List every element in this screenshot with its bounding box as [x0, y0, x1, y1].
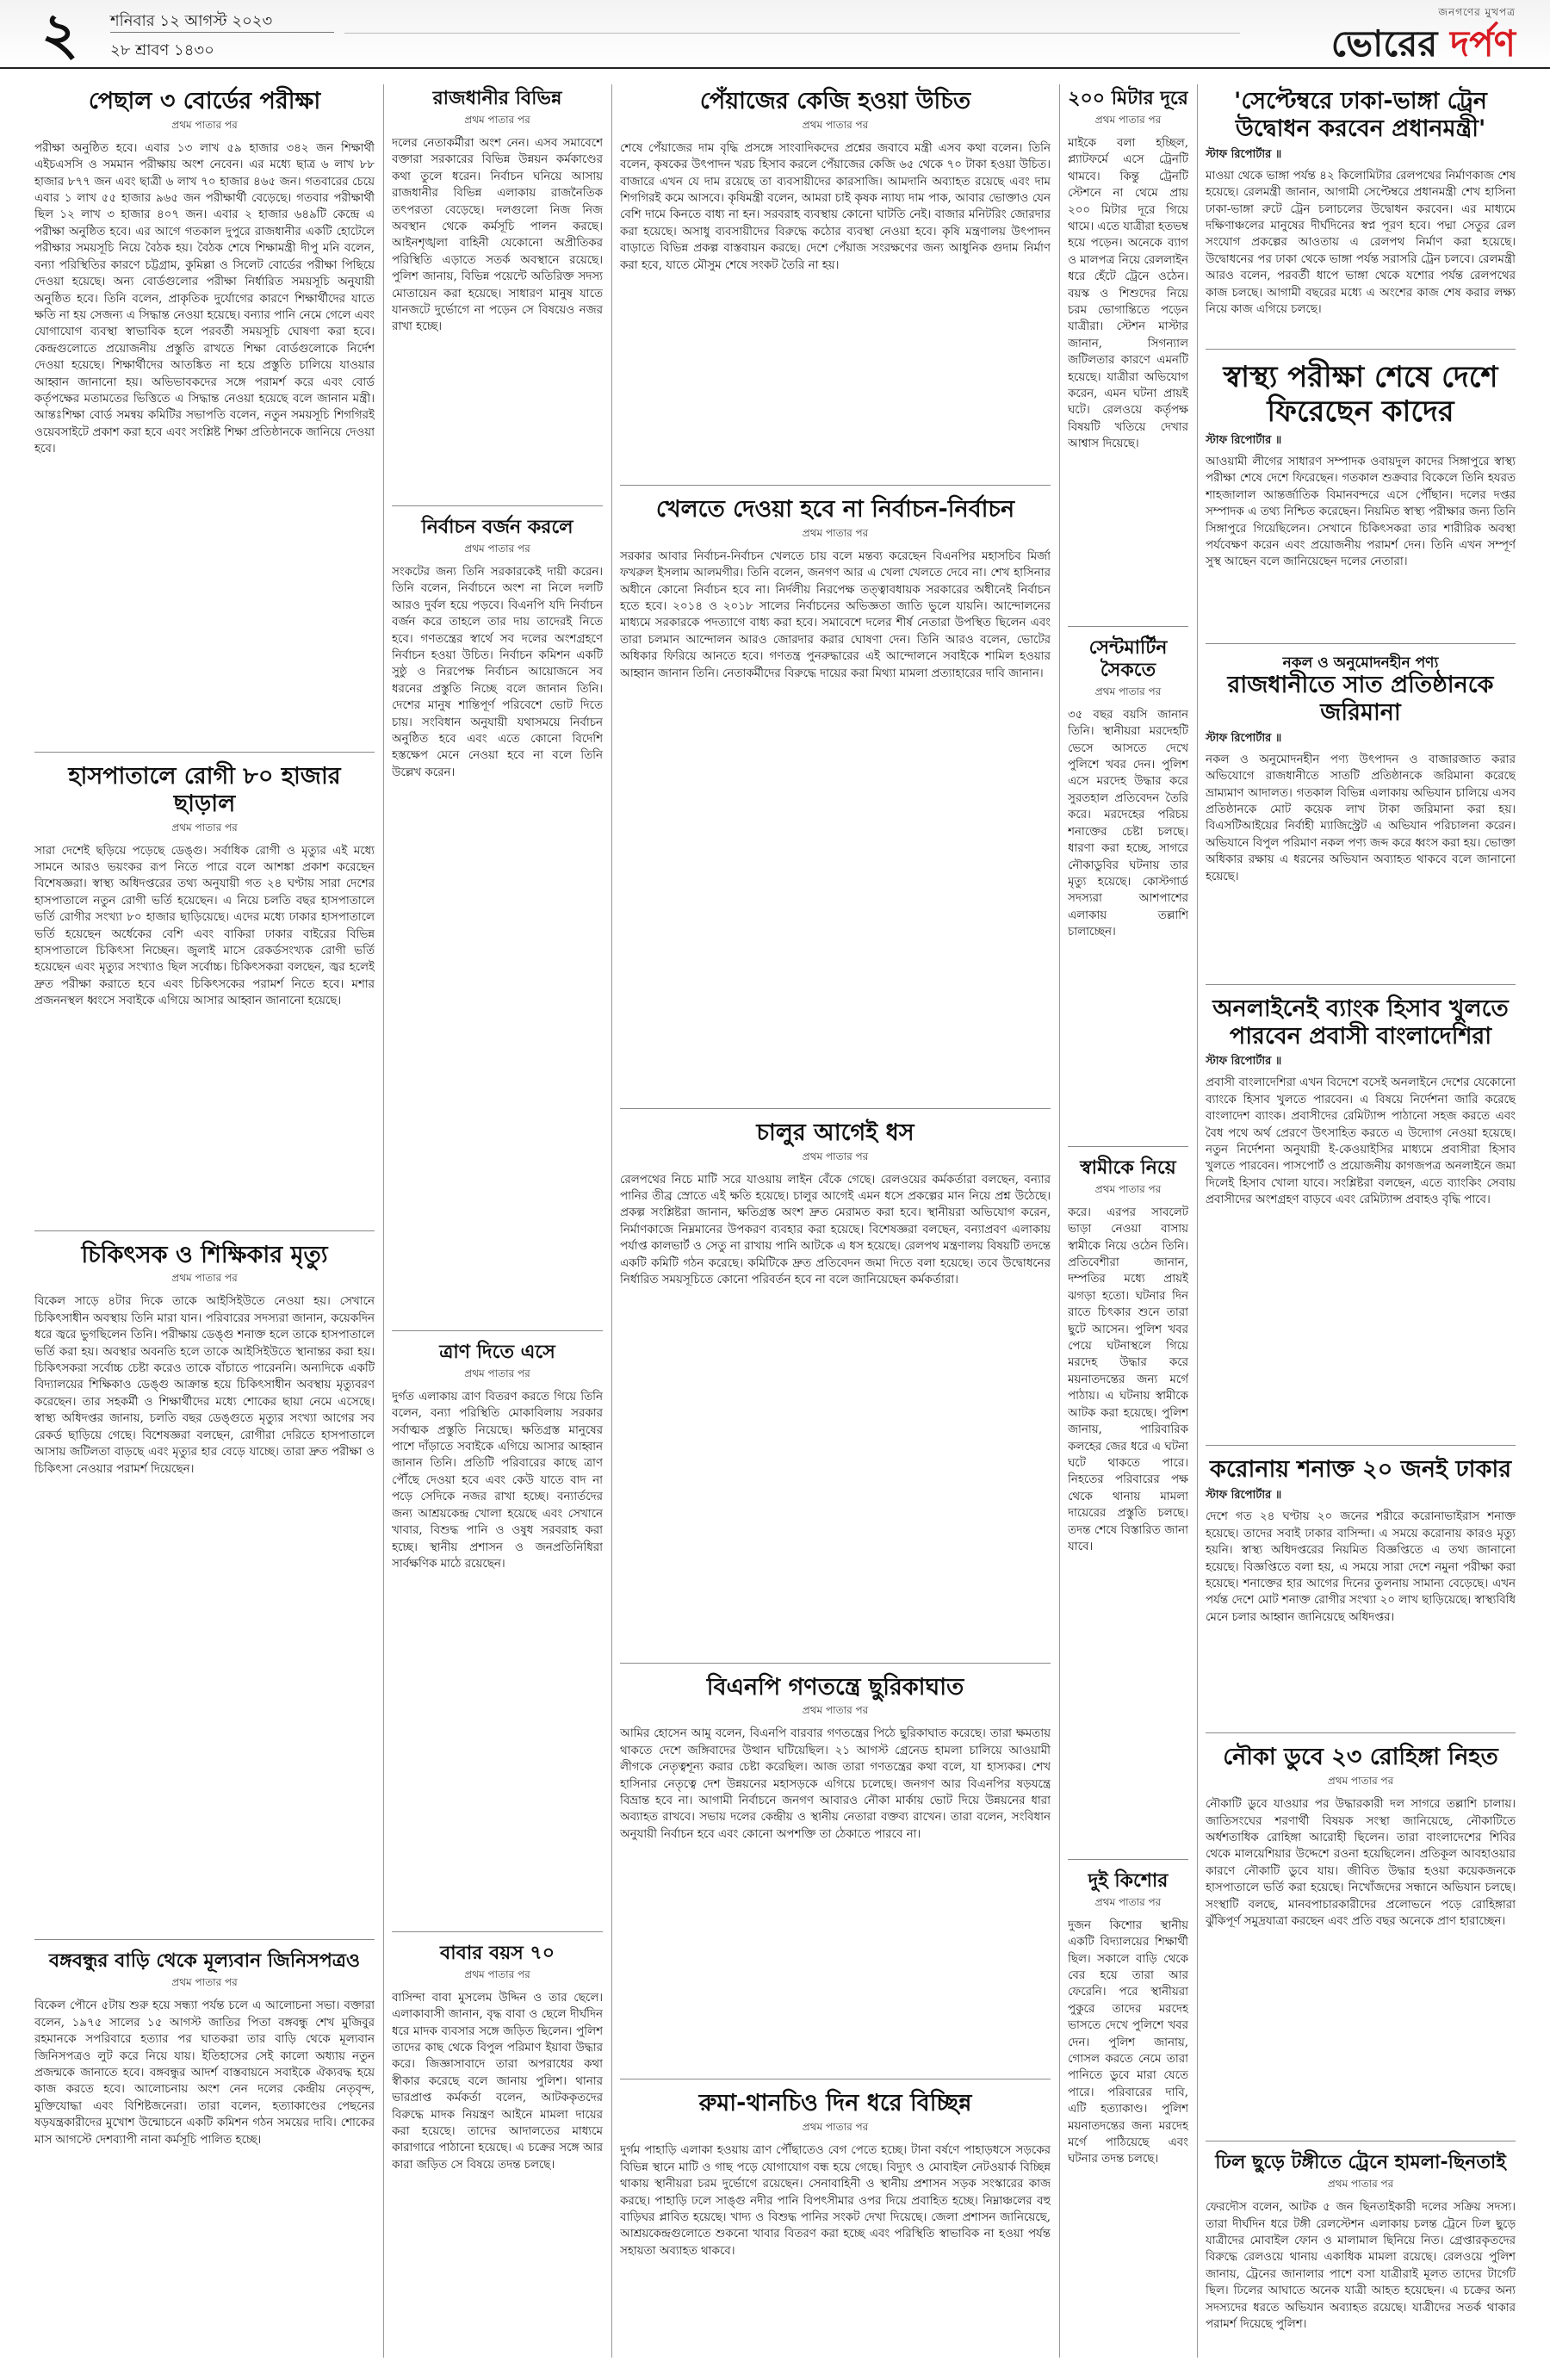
continuation-label: প্রথম পাতার পর — [171, 118, 238, 131]
story-rice — [620, 1116, 1051, 1664]
story-body: নকল ও অনুমোদনহীন পণ্য উৎপাদন ও বাজারজাত করার অভিযোগে রাজধানীতে সাতটি প্রতিষ্ঠানকে জরিমানা করেছে ভ্রাম্যমাণ আদালত। গতকাল বিভিন্ন এলাকায় অভিযান চালিয়ে এসব প্রতিষ্ঠানকে মোট কয়েক লাখ টাকা জরিমানা করা হয়। বিএসটিআইয়ের নির্বাহী ম্যাজিস্ট্রেট এ অভিযান পরিচালনা করেন। অভিযানে বিপুল পরিমাণ নকল পণ্য জব্দ করে ধ্বংস করা হয়। ভোক্তা অধিকার রক্ষায় এ ধরনের অভিযান অব্যাহত থাকবে বলে জানানো হয়েছে। — [1206, 753, 1516, 883]
headline[interactable]: ঢিল ছুড়ে টঙ্গীতে ট্রেনে হামলা-ছিনতাই — [1215, 2152, 1506, 2174]
story-body: দলের নেতাকর্মীরা অংশ নেন। এসব সমাবেশে বক্তারা সরকারের বিভিন্ন উন্নয়ন কর্মকাণ্ডের কথা তুলে ধরেন। নির্বাচন ঘনিয়ে আসায় রাজধানীর বিভিন্ন এলাকায় রাজনৈতিক তৎপরতা বেড়েছে। দলগুলো নিজ নিজ অবস্থান থেকে কর্মসূচি পালন করছে। আইনশৃঙ্খলা বাহিনী যেকোনো অপ্রীতিকর পরিস্থিতি এড়াতে সতর্ক অবস্থানে রয়েছে। পুলিশ জানায়, বিভিন্ন পয়েন্টে অতিরিক্ত সদস্য মোতায়েন করা হয়েছে। সাধারণ মানুষ যাতে যানজটে দুর্ভোগে না পড়েন সে বিষয়েও নজর রাখা হচ্ছে। — [392, 136, 603, 334]
continuation-label: প্রথম পাতার পর — [464, 542, 530, 555]
story-body: আমির হোসেন আমু বলেন, বিএনপি বারবার গণতন্ত্রের পিঠে ছুরিকাঘাত করেছে। তারা ক্ষমতায় থাকতে দেশে জঙ্গিবাদের উত্থান ঘটিয়েছিল। ২১ আগস্ট গ্রেনেড হামলা চালিয়ে আওয়ামী লীগকে নেতৃত্বশূন্য করার চেষ্টা করেছিল। আজ তারা গণতন্ত্রের কথা বলে, যা হাস্যকর। শেখ হাসিনার নেতৃত্বে দেশ উন্নয়নের মহাসড়কে এগিয়ে চলেছে। জনগণ আর বিএনপির ষড়যন্ত্রে বিভ্রান্ত হবে না। আগামী নির্বাচনে জনগণ আবারও নৌকা মার্কায় ভোট দিয়ে উন্নয়নের ধারা অব্যাহত রাখবে। সভায় দলের কেন্দ্রীয় ও স্থানীয় নেতারা বক্তব্য রাখেন। তারা বলেন, সংবিধান অনুযায়ী নির্বাচন হবে এবং কোনো অপশক্তি তা ঠেকাতে পারবে না। — [620, 1727, 1051, 1841]
headline[interactable]: সেন্টমার্টিন সৈকতে — [1088, 636, 1168, 681]
continuation-label: প্রথম পাতার পর — [171, 821, 238, 834]
byline: স্টাফ রিপোর্টার ॥ — [1206, 731, 1282, 745]
story-ruma — [620, 2086, 1051, 2358]
column-divider — [1197, 84, 1198, 2358]
story-body: ফেরদৌস বলেন, আটক ৫ জন ছিনতাইকারী দলের সক্রিয় সদস্য। তারা দীর্ঘদিন ধরে টঙ্গী রেলস্টেশন এলাকায় চলন্ত ট্রেনে ঢিল ছুড়ে যাত্রীদের মোবাইল ফোন ও মালামাল ছিনিয়ে নিত। গ্রেপ্তারকৃতদের বিরুদ্ধে রেলওয়ে থানায় একাধিক মামলা রয়েছে। রেলওয়ে পুলিশ জানায়, ট্রেনের জানালার পাশে বসা যাত্রীরাই মূলত তাদের টার্গেট ছিল। ঢিলের আঘাতে অনেক যাত্রী আহত হয়েছেন। এ চক্রের অন্য সদস্যদের ধরতে অভিযান অব্যাহত রয়েছে। যাত্রীদের সতর্ক থাকার পরামর্শ দিয়েছে পুলিশ। — [1206, 2201, 1516, 2331]
story-corona — [1206, 1453, 1516, 1733]
story-boat — [1206, 1740, 1516, 2141]
headline[interactable]: রুমা-থানচিও দিন ধরে বিচ্ছিন্ন — [698, 2090, 972, 2117]
story-exam — [34, 84, 375, 753]
story-body: রেলপথের নিচে মাটি সরে যাওয়ায় লাইন বেঁকে গেছে। রেলওয়ের কর্মকর্তারা বলছেন, বন্যার পানির তীব্র স্রোতে এই ক্ষতি হয়েছে। চালুর আগেই এমন ধসে প্রকল্পের মান নিয়ে প্রশ্ন উঠেছে। প্রকল্প সংশ্লিষ্টরা জানান, ক্ষতিগ্রস্ত অংশ দ্রুত মেরামত করা হবে। স্থানীয়রা অভিযোগ করেন, নির্মাণকাজে নিম্নমানের উপকরণ ব্যবহার করা হয়েছে। বিশেষজ্ঞরা বলছেন, বন্যাপ্রবণ এলাকায় পর্যাপ্ত কালভার্ট ও সেতু না রাখায় পানি আটকে এ ধস হয়েছে। রেলপথ মন্ত্রণালয় বিষয়টি তদন্তে একটি কমিটি গঠন করেছে। কমিটিকে দ্রুত প্রতিবেদন জমা দিতে বলা হয়েছে। তবে উদ্বোধনের নির্ধারিত সময়সূচিতে কোনো পরিবর্তন হবে না বলে জানিয়েছেন কর্মকর্তারা। — [620, 1173, 1051, 1287]
headline[interactable]: পেছাল ৩ বোর্ডের পরীক্ষা — [88, 88, 321, 115]
story-father — [392, 1939, 603, 2358]
logo-text — [1257, 22, 1516, 65]
continuation-label: প্রথম পাতার পর — [1327, 1775, 1394, 1788]
story-martin — [1068, 634, 1188, 1147]
story-meters — [1068, 84, 1188, 627]
story-body: দেশে গত ২৪ ঘণ্টায় ২০ জনের শরীরে করোনাভাইরাস শনাক্ত হয়েছে। তাদের সবাই ঢাকার বাসিন্দা। এ সময়ে করোনায় কারও মৃত্যু হয়নি। স্বাস্থ্য অধিদপ্তরের নিয়মিত বিজ্ঞপ্তিতে এ তথ্য জানানো হয়েছে। বিজ্ঞপ্তিতে বলা হয়, এ সময়ে সারা দেশে নমুনা পরীক্ষা করা হয়েছে। শনাক্তের হার আগের দিনের তুলনায় সামান্য বেড়েছে। এখন পর্যন্ত দেশে মোট শনাক্ত রোগীর সংখ্যা ২০ লাখ ছাড়িয়েছে। স্বাস্থ্যবিধি মেনে চলার আহ্বান জানিয়েছে অধিদপ্তর। — [1206, 1510, 1516, 1624]
story-body: করে। এরপর সাবলেট ভাড়া নেওয়া বাসায় স্বামীকে নিয়ে ওঠেন তিনি। প্রতিবেশীরা জানান, দম্পতির মধ্যে প্রায়ই ঝগড়া হতো। ঘটনার দিন রাতে চিৎকার শুনে তারা ছুটে আসেন। পুলিশ খবর পেয়ে ঘটনাস্থলে গিয়ে মরদেহ উদ্ধার করে ময়নাতদন্তের জন্য মর্গে পাঠায়। এ ঘটনায় স্বামীকে আটক করা হয়েছে। পুলিশ জানায়, পারিবারিক কলহের জের ধরে এ ঘটনা ঘটে থাকতে পারে। নিহতের পরিবারের পক্ষ থেকে থানায় মামলা দায়েরের প্রস্তুতি চলছে। তদন্ত শেষে বিস্তারিত জানা যাবে। — [1068, 1205, 1188, 1553]
header-rule — [344, 33, 1240, 34]
column-divider — [611, 84, 612, 2358]
story-body: ৩৫ বছর বয়সি জানান তিনি। স্থানীয়রা মরদেহটি ভেসে আসতে দেখে পুলিশে খবর দেন। পুলিশ এসে মরদেহ উদ্ধার করে সুরতহাল প্রতিবেদন তৈরি করে। মরদেহের পরিচয় শনাক্তের চেষ্টা চলছে। ধারণা করা হচ্ছে, সাগরে নৌকাডুবির ঘটনায় তার মৃত্যু হয়েছে। কোস্টগার্ড সদস্যরা আশপাশের এলাকায় তল্লাশি চালাচ্ছেন। — [1068, 708, 1188, 939]
headline[interactable]: চালুর আগেই ধস — [756, 1119, 914, 1146]
continuation-label: প্রথম পাতার পর — [464, 1367, 530, 1379]
column-4 — [1068, 84, 1188, 2358]
headline[interactable]: খেলতে দেওয়া হবে না নির্বাচন-নির্বাচন — [655, 495, 1015, 523]
story-body: মাওয়া থেকে ভাঙ্গা পর্যন্ত ৪২ কিলোমিটার রেলপথের নির্মাণকাজ শেষ হয়েছে। রেলমন্ত্রী জানান, আগামী সেপ্টেম্বরে প্রধানমন্ত্রী শেখ হাসিনা ঢাকা-ভাঙ্গা রুটে ট্রেন চলাচলের উদ্বোধন করবেন। এর মাধ্যমে দক্ষিণাঞ্চলের মানুষের দীর্ঘদিনের স্বপ্ন পূরণ হবে। পদ্মা সেতুর রেল সংযোগ প্রকল্পের আওতায় এ রেলপথ নির্মাণ করা হয়েছে। উদ্বোধনের পর ঢাকা থেকে ভাঙ্গা পর্যন্ত সরাসরি ট্রেন চলবে। রেলমন্ত্রী আরও বলেন, পরবর্তী ধাপে ভাঙ্গা থেকে যশোর পর্যন্ত রেলপথের কাজ চলছে। আগামী বছরের মধ্যে এ অংশের কাজ শেষ করার লক্ষ্য নিয়ে কাজ এগিয়ে চলছে। — [1206, 169, 1516, 316]
continuation-label: প্রথম পাতার পর — [802, 1150, 869, 1162]
column-5 — [1206, 84, 1516, 2358]
continuation-label: প্রথম পাতার পর — [171, 1272, 238, 1285]
story-metro — [1206, 84, 1516, 350]
date-gregorian: শনিবার ১২ আগস্ট ২০২৩ — [110, 12, 273, 30]
headline[interactable]: করোনায় শনাক্ত ২০ জনই ঢাকার — [1209, 1456, 1512, 1484]
story-body: সংকটের জন্য তিনি সরকারকেই দায়ী করেন। তিনি বলেন, নির্বাচনে অংশ না নিলে দলটি আরও দুর্বল হয়ে পড়বে। বিএনপি যদি নির্বাচন বর্জন করে তাহলে তার দায় তাদেরই নিতে হবে। গণতন্ত্রের স্বার্থে সব দলের অংশগ্রহণে নির্বাচন হওয়া উচিত। নির্বাচন কমিশন একটি সুষ্ঠু ও নিরপেক্ষ নির্বাচন আয়োজনে সব ধরনের প্রস্তুতি নিচ্ছে বলে জানান তিনি। দেশের মানুষ শান্তিপূর্ণ পরিবেশে ভোট দিতে চায়। সংবিধান অনুযায়ী যথাসময়ে নির্বাচন অনুষ্ঠিত হবে এবং এতে কোনো বিদেশি হস্তক্ষেপ মেনে নেওয়া হবে না বলে তিনি উল্লেখ করেন। — [392, 565, 603, 779]
continuation-label: প্রথম পাতার পর — [464, 113, 530, 126]
story-body: মাইকে বলা হচ্ছিল, প্ল্যাটফর্মে এসে ট্রেনটি থামবে। কিন্তু ট্রেনটি স্টেশনে না থেমে প্রায় ২০০ মিটার দূরে গিয়ে থামে। এতে যাত্রীরা হতভম্ব হয়ে পড়েন। অনেকে ব্যাগ ও মালপত্র নিয়ে রেললাইন ধরে হেঁটে ট্রেনে ওঠেন। বয়স্ক ও শিশুদের নিয়ে চরম ভোগান্তিতে পড়েন যাত্রীরা। স্টেশন মাস্টার জানান, সিগন্যাল জটিলতার কারণে এমনটি হয়েছে। যাত্রীরা অভিযোগ করেন, এমন ঘটনা প্রায়ই ঘটে। রেলওয়ে কর্তৃপক্ষ বিষয়টি খতিয়ে দেখার আশ্বাস দিয়েছে। — [1068, 136, 1188, 451]
headline[interactable]: রাজধানীতে সাত প্রতিষ্ঠানকে জরিমানা — [1227, 671, 1494, 726]
story-body: আওয়ামী লীগের সাধারণ সম্পাদক ওবায়দুল কাদের সিঙ্গাপুরে স্বাস্থ্য পরীক্ষা শেষে দেশে ফিরেছেন। গতকাল শুক্রবার বিকেলে তিনি হযরত শাহজালাল আন্তর্জাতিক বিমানবন্দরে এসে পৌঁছান। দলের দপ্তর সম্পাদক এ তথ্য নিশ্চিত করেছেন। নিয়মিত স্বাস্থ্য পরীক্ষার জন্য তিনি সিঙ্গাপুরে গিয়েছিলেন। সেখানে চিকিৎসকরা তার শারীরিক অবস্থা পর্যবেক্ষণ করেন এবং প্রয়োজনীয় পরামর্শ দেন। তিনি এখন সম্পূর্ণ সুস্থ আছেন বলে জানিয়েছেন দলের নেতারা। — [1206, 455, 1516, 569]
story-bank — [1206, 992, 1516, 1447]
continuation-label: প্রথম পাতার পর — [1327, 2178, 1394, 2191]
headline[interactable]: অনলাইনেই ব্যাংক হিসাব খুলতে পারবেন প্রবাসী বাংলাদেশিরা — [1212, 995, 1509, 1050]
headline[interactable]: স্বাস্থ্য পরীক্ষা শেষে দেশে ফিরেছেন কাদের — [1223, 359, 1498, 429]
page-body — [34, 84, 1516, 2358]
continuation-label: প্রথম পাতার পর — [1094, 113, 1162, 126]
column-3 — [620, 84, 1051, 2358]
headline[interactable]: রাজধানীর বিভিন্ন — [432, 88, 562, 109]
newspaper-logo[interactable] — [1257, 5, 1516, 64]
column-divider — [383, 84, 384, 2358]
column-2 — [392, 84, 603, 2358]
story-body: দুর্গত এলাকায় ত্রাণ বিতরণ করতে গিয়ে তিনি বলেন, বন্যা পরিস্থিতি মোকাবিলায় সরকার সর্বাত্মক প্রস্তুতি নিয়েছে। ক্ষতিগ্রস্ত মানুষের পাশে দাঁড়াতে সবাইকে এগিয়ে আসার আহ্বান জানান তিনি। প্রতিটি পরিবারের কাছে ত্রাণ পৌঁছে দেওয়া হবে এবং কেউ যাতে বাদ না পড়ে সেদিকে নজর রাখা হচ্ছে। বন্যার্তদের জন্য আশ্রয়কেন্দ্র খোলা হয়েছে এবং সেখানে খাবার, বিশুদ্ধ পানি ও ওষুধ সরবরাহ করা হচ্ছে। স্থানীয় প্রশাসন ও জনপ্রতিনিধিরা সার্বক্ষণিক মাঠে রয়েছেন। — [392, 1390, 603, 1571]
story-teens — [1068, 1867, 1188, 2358]
logo-tagline: জনগণের মুখপত্র — [1438, 6, 1516, 18]
story-hospital — [34, 759, 375, 1231]
date-bengali: ২৮ শ্রাবণ ১৪৩০ — [110, 41, 214, 59]
headline[interactable]: বিএনপি গণতন্ত্রে ছুরিকাঘাত — [706, 1673, 964, 1701]
headline[interactable]: ত্রাণ দিতে এসে — [439, 1341, 555, 1363]
story-body: দুজন কিশোর স্থানীয় একটি বিদ্যালয়ের শিক্ষার্থী ছিল। সকালে বাড়ি থেকে বের হয়ে তারা আর ফেরেনি। পরে স্থানীয়রা পুকুরে তাদের মরদেহ ভাসতে দেখে পুলিশে খবর দেন। পুলিশ জানায়, গোসল করতে নেমে তারা পানিতে ডুবে মারা যেতে পারে। পরিবারের দাবি, এটি হত্যাকাণ্ড। পুলিশ ময়নাতদন্তের জন্য মরদেহ মর্গে পাঠিয়েছে এবং ঘটনার তদন্ত চলছে। — [1068, 1918, 1188, 2166]
story-play — [620, 493, 1051, 1109]
logo-part-2: দর্পণ — [1437, 22, 1516, 65]
story-fine — [1206, 651, 1516, 985]
continuation-label: প্রথম পাতার পর — [464, 1968, 530, 1980]
headline[interactable]: চিকিৎসক ও শিক্ষিকার মৃত্যু — [81, 1241, 328, 1268]
story-body: পরীক্ষা অনুষ্ঠিত হবে। এবার ১৩ লাখ ৫৯ হাজার ৩৪২ জন শিক্ষার্থী এইচএসসি ও সমমান পরীক্ষায় অংশ নেবেন। এর মধ্যে ছাত্র ৬ লাখ ৮৮ হাজার ৮৭৭ জন এবং ছাত্রী ৬ লাখ ৭০ হাজার ৪৬৫ জন। গতবারের চেয়ে এবার ১ লাখ ৫৫ হাজার ৯৬৫ জন পরীক্ষার্থী বেড়েছে। গতবার পরীক্ষার্থী ছিল ১২ লাখ ৩ হাজার ৪০৭ জন। এবার ২ হাজার ৬৪৯টি কেন্দ্রে এ পরীক্ষা অনুষ্ঠিত হবে। এর আগে গতকাল দুপুরে রাজধানীর একটি হোটেলে পরীক্ষার সময়সূচি নিয়ে বৈঠক হয়। বৈঠক শেষে শিক্ষামন্ত্রী দীপু মনি বলেন, বন্যা পরিস্থিতির কারণে চট্টগ্রাম, কুমিল্লা ও সিলেট বোর্ডের পরীক্ষা পিছিয়ে দেওয়া হয়েছে। অন্য বোর্ডগুলোর পরীক্ষা নির্ধারিত সময়সূচি অনুযায়ী অনুষ্ঠিত হবে। তিনি বলেন, প্রাকৃতিক দুর্যোগের কারণে শিক্ষার্থীদের যাতে ক্ষতি না হয় সেজন্য এ সিদ্ধান্ত নেওয়া হয়েছে। বন্যার পানি নেমে গেলে এবং যোগাযোগ ব্যবস্থা স্বাভাবিক হলে পরবর্তী সময়সূচি ঘোষণা করা হবে। কেন্দ্রগুলোতে প্রয়োজনীয় প্রস্তুতি রাখতে শিক্ষা বোর্ডগুলোকে নির্দেশ দেওয়া হয়েছে। শিক্ষার্থীদের আতঙ্কিত না হয়ে প্রস্তুতি চালিয়ে যাওয়ার আহ্বান জানানো হয়। অভিভাবকদের সঙ্গে পরামর্শ করে এবং বোর্ড কর্তৃপক্ষের মতামতের ভিত্তিতে এ সিদ্ধান্ত নেওয়া হয়েছে বলে জানান মন্ত্রী। আন্তঃশিক্ষা বোর্ড সমন্বয় কমিটির সভাপতি বলেন, নতুন সময়সূচি শিগগিরই ওয়েবসাইটে প্রকাশ করা হবে এবং সংশ্লিষ্ট শিক্ষা প্রতিষ্ঠানকে জানিয়ে দেওয়া হবে। — [34, 141, 375, 456]
headline[interactable]: নির্বাচন বর্জন করলে — [421, 516, 574, 538]
headline[interactable]: দুই কিশোর — [1088, 1869, 1169, 1892]
byline: স্টাফ রিপোর্টার ॥ — [1206, 1055, 1282, 1069]
story-capital — [392, 84, 603, 506]
continuation-label: প্রথম পাতার পর — [802, 2121, 869, 2134]
masthead — [0, 0, 1550, 74]
story-train — [1206, 2148, 1516, 2358]
column-divider — [1059, 84, 1060, 2358]
headline[interactable]: নৌকা ডুবে ২৩ রোহিঙ্গা নিহত — [1223, 1744, 1498, 1771]
headline[interactable]: বঙ্গবন্ধুর বাড়ি থেকে মূল্যবান জিনিসপত্রও — [48, 1950, 361, 1973]
story-relief — [392, 1338, 603, 1932]
headline[interactable]: বাবার বয়স ৭০ — [439, 1942, 555, 1964]
kicker-label: নকল ও অনুমোদনহীন পণ্য — [1282, 654, 1439, 672]
story-body: নৌকাটি ডুবে যাওয়ার পর উদ্ধারকারী দল সাগরে তল্লাশি চালায়। জাতিসংঘের শরণার্থী বিষয়ক সংস্থা জানিয়েছে, নৌকাটিতে অর্ধশতাধিক রোহিঙ্গা আরোহী ছিলেন। তারা বাংলাদেশের শিবির থেকে মালয়েশিয়ার উদ্দেশে রওনা হয়েছিলেন। প্রতিকূল আবহাওয়ার কারণে নৌকাটি ডুবে যায়। জীবিত উদ্ধার হওয়া কয়েকজনকে হাসপাতালে ভর্তি করা হয়েছে। নিখোঁজদের সন্ধানে অভিযান চলছে। সংস্থাটি বলছে, মানবপাচারকারীদের প্রলোভনে পড়ে রোহিঙ্গারা ঝুঁকিপূর্ণ সমুদ্রযাত্রা করছেন এবং প্রতি বছর অনেকে প্রাণ হারাচ্ছেন। — [1206, 1798, 1516, 1928]
headline[interactable]: হাসপাতালে রোগী ৮০ হাজার ছাড়াল — [68, 762, 341, 817]
headline[interactable]: ২০০ মিটার দূরে — [1068, 88, 1188, 109]
story-onion — [620, 84, 1051, 486]
column-1 — [34, 84, 375, 2358]
continuation-label: প্রথম পাতার পর — [802, 1704, 869, 1717]
story-body: দুর্গম পাহাড়ি এলাকা হওয়ায় ত্রাণ পৌঁছাতেও বেগ পেতে হচ্ছে। টানা বর্ষণে পাহাড়ধসে সড়কের বিভিন্ন স্থানে মাটি ও গাছ পড়ে যোগাযোগ বন্ধ হয়ে গেছে। বিদ্যুৎ ও মোবাইল নেটওয়ার্ক বিচ্ছিন্ন থাকায় স্থানীয়রা চরম দুর্ভোগে রয়েছেন। সেনাবাহিনী ও স্থানীয় প্রশাসন সড়ক সংস্কারের কাজ করছে। পাহাড়ি ঢলে সাঙ্গু নদীর পানি বিপৎসীমার ওপর দিয়ে প্রবাহিত হচ্ছে। নিম্নাঞ্চলের বহু বাড়িঘর প্লাবিত হয়েছে। খাদ্য ও বিশুদ্ধ পানির সংকট দেখা দিয়েছে। জেলা প্রশাসন জানিয়েছে, আশ্রয়কেন্দ্রগুলোতে শুকনো খাবার বিতরণ করা হচ্ছে এবং পরিস্থিতি স্বাভাবিক না হওয়া পর্যন্ত সহায়তা অব্যাহত থাকবে। — [620, 2144, 1051, 2258]
story-body: শেষে পেঁয়াজের দাম বৃদ্ধি প্রসঙ্গে সাংবাদিকদের প্রশ্নের জবাবে মন্ত্রী এসব কথা বলেন। তিনি বলেন, কৃষকের উৎপাদন খরচ হিসাব করলে পেঁয়াজের কেজি ৬৫ থেকে ৭০ টাকা হওয়া উচিত। বাজারে এখন যে দাম রয়েছে তা ব্যবসায়ীদের কারসাজি। আমদানি অব্যাহত রয়েছে এবং দাম শিগগিরই কমে আসবে। কৃষিমন্ত্রী বলেন, আমরা চাই কৃষক ন্যায্য দাম পাক, আবার ভোক্তাও যেন বেশি দামে কিনতে বাধ্য না হন। সরবরাহ ব্যবস্থায় কোনো ঘাটতি নেই। বাজার মনিটরিং জোরদার করা হয়েছে। অসাধু ব্যবসায়ীদের বিরুদ্ধে কঠোর ব্যবস্থা নেওয়া হবে। কৃষি মন্ত্রণালয় উৎপাদন বাড়াতে বিভিন্ন প্রকল্প বাস্তবায়ন করছে। দেশে পেঁয়াজ সংরক্ষণের জন্য আধুনিক গুদাম নির্মাণ করা হবে, যাতে মৌসুম শেষে সংকট তৈরি না হয়। — [620, 141, 1051, 272]
story-bangabandhu — [34, 1947, 375, 2358]
headline[interactable]: স্বামীকে নিয়ে — [1080, 1156, 1176, 1179]
continuation-label: প্রথম পাতার পর — [1094, 1895, 1162, 1908]
headline[interactable]: 'সেপ্টেম্বরে ঢাকা-ভাঙ্গা ট্রেন উদ্বোধন করবেন প্রধানমন্ত্রী' — [1234, 88, 1487, 142]
continuation-label: প্রথম পাতার পর — [802, 118, 869, 131]
story-husband — [1068, 1154, 1188, 1860]
continuation-label: প্রথম পাতার পর — [802, 526, 869, 539]
date-separator — [110, 32, 334, 33]
story-health — [1206, 356, 1516, 644]
story-body: সরকার আবার নির্বাচন-নির্বাচন খেলতে চায় বলে মন্তব্য করেছেন বিএনপির মহাসচিব মির্জা ফখরুল ইসলাম আলমগীর। তিনি বলেন, জনগণ আর এ খেলা খেলতে দেবে না। শেখ হাসিনার অধীনে কোনো নির্বাচন হবে না। নির্দলীয় নিরপেক্ষ তত্ত্বাবধায়ক সরকারের অধীনেই নির্বাচন হতে হবে। ২০১৪ ও ২০১৮ সালের নির্বাচনের অভিজ্ঞতা জাতি ভুলে যায়নি। আন্দোলনের মাধ্যমে সরকারকে পদত্যাগে বাধ্য করা হবে। সমাবেশে দলের শীর্ষ নেতারা উপস্থিত ছিলেন এবং তারা চলমান আন্দোলন আরও জোরদার করার ঘোষণা দেন। তিনি আরও বলেন, ভোটের অধিকার ফিরিয়ে আনতে হবে। গণতন্ত্র পুনরুদ্ধারের এই আন্দোলনে সবাইকে শামিল হওয়ার আহ্বান জানান তিনি। নেতাকর্মীদের বিরুদ্ধে দায়ের করা মিথ্যা মামলা প্রত্যাহারের দাবি জানান। — [620, 549, 1051, 680]
continuation-label: প্রথম পাতার পর — [1094, 685, 1162, 697]
story-body: বিকেল পৌনে ৫টায় শুরু হয়ে সন্ধ্যা পর্যন্ত চলে এ আলোচনা সভা। বক্তারা বলেন, ১৯৭৫ সালের ১৫ আগস্ট জাতির পিতা বঙ্গবন্ধু শেখ মুজিবুর রহমানকে সপরিবারে হত্যার পর ঘাতকরা তার বাড়ি থেকে মূল্যবান জিনিসপত্রও লুট করে নিয়ে যায়। ইতিহাসের সেই কালো অধ্যায় নতুন প্রজন্মকে জানাতে হবে। বঙ্গবন্ধুর আদর্শ বাস্তবায়নে সবাইকে ঐক্যবদ্ধ হয়ে কাজ করতে হবে। আলোচনায় অংশ নেন দলের কেন্দ্রীয় নেতৃবৃন্দ, মুক্তিযোদ্ধা এবং বিশিষ্টজনেরা। তারা বলেন, হত্যাকাণ্ডের পেছনের ষড়যন্ত্রকারীদের মুখোশ উন্মোচনে একটি কমিশন গঠন সময়ের দাবি। শোকের মাস আগস্টে দেশব্যাপী নানা কর্মসূচি পালিত হচ্ছে। — [34, 1999, 375, 2147]
story-election — [392, 513, 603, 1331]
story-democracy — [620, 1670, 1051, 2080]
story-body: প্রবাসী বাংলাদেশিরা এখন বিদেশে বসেই অনলাইনে দেশের যেকোনো ব্যাংকে হিসাব খুলতে পারবেন। এ বিষয়ে নির্দেশনা জারি করেছে বাংলাদেশ ব্যাংক। প্রবাসীদের রেমিট্যান্স পাঠানো সহজ করতে এবং বৈধ পথে অর্থ প্রেরণে উৎসাহিত করতে এ উদ্যোগ নেওয়া হয়েছে। নতুন নির্দেশনা অনুযায়ী ই-কেওয়াইসির মাধ্যমে প্রবাসীরা হিসাব খুলতে পারবেন। পাসপোর্ট ও প্রয়োজনীয় কাগজপত্র অনলাইনে জমা দিলেই হিসাব খোলা যাবে। সংশ্লিষ্টরা বলছেন, এতে ব্যাংকিং সেবায় প্রবাসীদের অংশগ্রহণ বাড়বে এবং রেমিট্যান্স প্রবাহও বৃদ্ধি পাবে। — [1206, 1076, 1516, 1207]
story-body: বিকেল সাড়ে ৪টার দিকে তাকে আইসিইউতে নেওয়া হয়। সেখানে চিকিৎসাধীন অবস্থায় তিনি মারা যান। পরিবারের সদস্যরা জানান, কয়েকদিন ধরে জ্বরে ভুগছিলেন তিনি। পরীক্ষায় ডেঙ্গু শনাক্ত হলে তাকে হাসপাতালে ভর্তি করা হয়। অবস্থার অবনতি হলে তাকে আইসিইউতে স্থানান্তর করা হয়। চিকিৎসকরা সর্বোচ্চ চেষ্টা করেও তাকে বাঁচাতে পারেননি। অন্যদিকে একটি বিদ্যালয়ের শিক্ষিকাও ডেঙ্গু আক্রান্ত হয়ে চিকিৎসাধীন অবস্থায় মৃত্যুবরণ করেছেন। তার সহকর্মী ও শিক্ষার্থীদের মধ্যে শোকের ছায়া নেমে এসেছে। স্বাস্থ্য অধিদপ্তর জানায়, চলতি বছর ডেঙ্গুতে মৃত্যুর সংখ্যা আগের সব রেকর্ড ছাড়িয়ে গেছে। বিশেষজ্ঞরা বলছেন, রোগীরা দেরিতে হাসপাতালে আসায় জটিলতা বাড়ছে এবং মৃত্যুর হার বেড়ে যাচ্ছে। তারা দ্রুত পরীক্ষা ও চিকিৎসা নেওয়ার পরামর্শ দিয়েছেন। — [34, 1295, 375, 1476]
byline: স্টাফ রিপোর্টার ॥ — [1206, 147, 1282, 161]
page-number: ২ — [41, 1, 78, 67]
continuation-label: প্রথম পাতার পর — [171, 1976, 238, 1989]
continuation-label: প্রথম পাতার পর — [1094, 1182, 1162, 1195]
story-body: বাসিন্দা বাবা মুসলেম উদ্দিন ও তার ছেলে। এলাকাবাসী জানান, বৃদ্ধ বাবা ও ছেলে দীর্ঘদিন ধরে মাদক ব্যবসার সঙ্গে জড়িত ছিলেন। পুলিশ তাদের কাছ থেকে বিপুল পরিমাণ ইয়াবা উদ্ধার করে। জিজ্ঞাসাবাদে তারা অপরাধের কথা স্বীকার করেছে বলে জানায় পুলিশ। থানার ভারপ্রাপ্ত কর্মকর্তা বলেন, আটককৃতদের বিরুদ্ধে মাদক নিয়ন্ত্রণ আইনে মামলা দায়ের করা হয়েছে। তাদের আদালতের মাধ্যমে কারাগারে পাঠানো হয়েছে। এ চক্রের সঙ্গে আর কারা জড়িত সে বিষয়ে তদন্ত চলছে। — [392, 1991, 603, 2172]
byline: স্টাফ রিপোর্টার ॥ — [1206, 1489, 1282, 1503]
story-doctor — [34, 1238, 375, 1941]
headline[interactable]: পেঁয়াজের কেজি হওয়া উচিত — [699, 88, 971, 115]
story-body: সারা দেশেই ছড়িয়ে পড়েছে ডেঙ্গু। সর্বাধিক রোগী ও মৃত্যুর এই মধ্যে সামনে আরও ভয়ংকর রূপ নিতে পারে বলে আশঙ্কা প্রকাশ করেছেন বিশেষজ্ঞরা। স্বাস্থ্য অধিদপ্তরের তথ্য অনুযায়ী গত ২৪ ঘণ্টায় সারা দেশের হাসপাতালে নতুন রোগী ভর্তি হয়েছেন। এ নিয়ে চলতি বছর হাসপাতালে ভর্তি রোগীর সংখ্যা ৮০ হাজার ছাড়িয়েছে। এদের মধ্যে ঢাকার হাসপাতালে ভর্তি হয়েছেন অর্ধেকের বেশি এবং বাকিরা ঢাকার বাইরের বিভিন্ন হাসপাতালে চিকিৎসা নিচ্ছেন। জুলাই মাসে রেকর্ডসংখ্যক রোগী ভর্তি হয়েছেন এবং মৃত্যুর সংখ্যাও ছিল সর্বোচ্চ। চিকিৎসকরা বলছেন, জ্বর হলেই দ্রুত পরীক্ষা করাতে হবে এবং চিকিৎসকের পরামর্শ নিতে হবে। মশার প্রজননস্থল ধ্বংসে সবাইকে এগিয়ে আসার আহ্বান জানানো হয়েছে। — [34, 844, 375, 1008]
logo-part-1: ভোরের — [1330, 22, 1438, 65]
byline: স্টাফ রিপোর্টার ॥ — [1206, 433, 1282, 447]
